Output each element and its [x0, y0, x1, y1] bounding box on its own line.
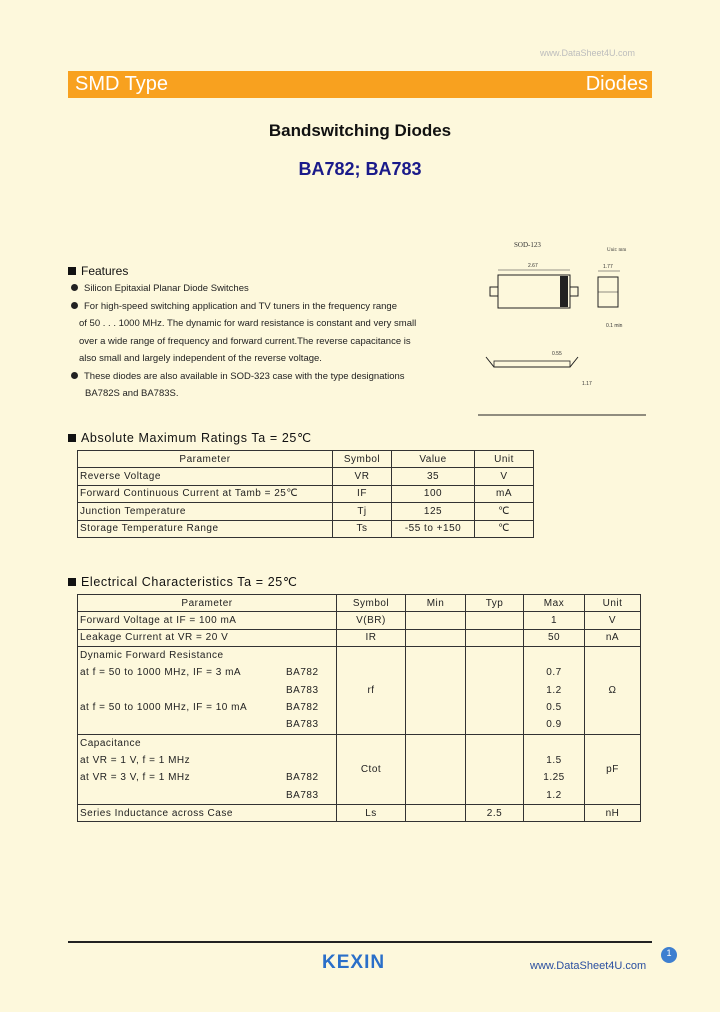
sub-line: at VR = 3 V, f = 1 MHz BA782 — [80, 772, 319, 784]
cell: VR — [333, 468, 392, 485]
profile-body — [494, 361, 570, 367]
col-unit: Unit — [585, 595, 641, 612]
feature-item-cont: BA782S and BA783S. — [85, 388, 179, 399]
cell: Reverse Voltage — [78, 468, 333, 485]
cell — [466, 612, 524, 629]
cell: IR — [337, 629, 406, 646]
cell — [78, 647, 337, 734]
bullet-icon — [71, 302, 78, 309]
table-row — [78, 804, 641, 821]
cell: 125 — [392, 503, 475, 520]
table-row — [78, 468, 534, 485]
abs-max-table — [77, 450, 534, 538]
table-header-row — [78, 451, 534, 468]
features-heading: Features — [68, 264, 128, 278]
col-value: Value — [392, 451, 475, 468]
watermark-top: www.DataSheet4U.com — [540, 48, 636, 58]
header-smd-type: SMD Type — [75, 73, 168, 95]
features-list — [71, 280, 461, 403]
cell: -55 to +150 — [392, 520, 475, 537]
table-row — [78, 503, 534, 520]
cell — [466, 629, 524, 646]
col-symbol: Symbol — [333, 451, 392, 468]
part-numbers: BA782; BA783 — [298, 159, 422, 179]
cell: Forward Voltage at IF = 100 mA — [78, 612, 337, 629]
cell: ℃ — [475, 503, 534, 520]
table-row — [78, 612, 641, 629]
cell: 35 — [392, 468, 475, 485]
lead-right — [570, 287, 578, 296]
cell — [406, 734, 466, 804]
footer-divider — [68, 941, 652, 943]
cell: 1.5 1.25 1.2 — [524, 734, 585, 804]
cell — [406, 629, 466, 646]
sub-line: BA783 — [286, 684, 319, 696]
cell: nA — [585, 629, 641, 646]
sub-line: at VR = 1 V, f = 1 MHz — [80, 754, 191, 766]
sub-line: at f = 50 to 1000 MHz, IF = 10 mA BA782 — [80, 702, 319, 714]
cell: Ω — [585, 647, 641, 734]
cell — [466, 647, 524, 734]
page-number: 1 — [666, 948, 672, 958]
col-max: Max — [524, 595, 585, 612]
page-title: Bandswitching Diodes — [268, 121, 452, 140]
sub-line: Capacitance — [80, 737, 142, 749]
col-typ: Typ — [466, 595, 524, 612]
cell: V — [475, 468, 534, 485]
cell: V(BR) — [337, 612, 406, 629]
dim-1.17: 1.17 — [582, 381, 592, 387]
lead-left — [490, 287, 498, 296]
feature-item-cont: of 50 . . . 1000 MHz. The dynamic for ward resistance is constant and very small — [79, 318, 417, 329]
col-min: Min — [406, 595, 466, 612]
bullet-icon — [71, 284, 78, 291]
cell: rf — [337, 647, 406, 734]
elec-char-table — [77, 594, 641, 822]
sub-line: BA783 — [286, 789, 319, 801]
dim-0.55: 0.55 — [552, 351, 562, 357]
diagram-package-label: SOD-123 — [514, 241, 541, 249]
cell: IF — [333, 485, 392, 502]
cell: Series Inductance across Case — [78, 804, 337, 821]
cell — [406, 612, 466, 629]
cell — [406, 804, 466, 821]
profile-view — [486, 357, 578, 367]
elec-char-heading: Electrical Characteristics Ta = 25℃ — [68, 574, 297, 589]
cell: 2.5 — [466, 804, 524, 821]
dim-1.77: 1.77 — [603, 264, 613, 270]
cell: Leakage Current at VR = 20 V — [78, 629, 337, 646]
table-row — [78, 629, 641, 646]
cathode-band — [560, 276, 568, 307]
cell: 100 — [392, 485, 475, 502]
col-parameter: Parameter — [78, 595, 337, 612]
table-row — [78, 734, 641, 804]
cell: Ls — [337, 804, 406, 821]
feature-item: Silicon Epitaxial Planar Diode Switches — [71, 280, 461, 298]
cell: 0.7 1.2 0.5 0.9 — [524, 647, 585, 734]
cell: nH — [585, 804, 641, 821]
header-banner — [68, 71, 652, 98]
bullet-icon — [71, 372, 78, 379]
sub-line: BA783 — [286, 719, 319, 731]
square-bullet-icon — [68, 434, 76, 442]
table-header-row — [78, 595, 641, 612]
table-row — [78, 647, 641, 734]
col-symbol: Symbol — [337, 595, 406, 612]
cell: mA — [475, 485, 534, 502]
square-bullet-icon — [68, 578, 76, 586]
cell: V — [585, 612, 641, 629]
sub-line: at f = 50 to 1000 MHz, IF = 3 mA BA782 — [80, 667, 319, 679]
cell: 50 — [524, 629, 585, 646]
cell: Ts — [333, 520, 392, 537]
cell: pF — [585, 734, 641, 804]
feature-item: For high-speed switching application and TV tuners in the frequency range — [71, 298, 461, 316]
feature-item-cont: also small and largely independent of the reverse voltage. — [79, 353, 322, 364]
table-row — [78, 485, 534, 502]
watermark-bottom[interactable]: www.DataSheet4U.com — [530, 960, 647, 972]
abs-max-heading: Absolute Maximum Ratings Ta = 25℃ — [68, 430, 312, 445]
cell: 1 — [524, 612, 585, 629]
cell: Forward Continuous Current at Tamb = 25℃ — [78, 485, 333, 502]
package-outline-diagram — [470, 235, 650, 420]
diagram-unit-label: Unit: mm — [607, 248, 627, 253]
col-parameter: Parameter — [78, 451, 333, 468]
dim-0.1min: 0.1 min — [606, 323, 623, 329]
header-diodes: Diodes — [585, 73, 648, 95]
square-bullet-icon — [68, 267, 76, 275]
sub-line: Dynamic Forward Resistance — [80, 650, 224, 662]
cell: Ctot — [337, 734, 406, 804]
cell: Storage Temperature Range — [78, 520, 333, 537]
feature-item-cont: over a wide range of frequency and forward current.The reverse capacitance is — [79, 335, 411, 347]
cell — [524, 804, 585, 821]
kexin-logo: KEXIN — [322, 952, 386, 973]
table-row — [78, 520, 534, 537]
cell: ℃ — [475, 520, 534, 537]
cell: Junction Temperature — [78, 503, 333, 520]
dim-2.67: 2.67 — [528, 263, 538, 269]
cell: Tj — [333, 503, 392, 520]
cell — [406, 647, 466, 734]
col-unit: Unit — [475, 451, 534, 468]
package-body-top — [498, 275, 570, 308]
cell — [78, 734, 337, 804]
cell — [466, 734, 524, 804]
feature-item: These diodes are also available in SOD-323 case with the type designations — [71, 368, 461, 386]
